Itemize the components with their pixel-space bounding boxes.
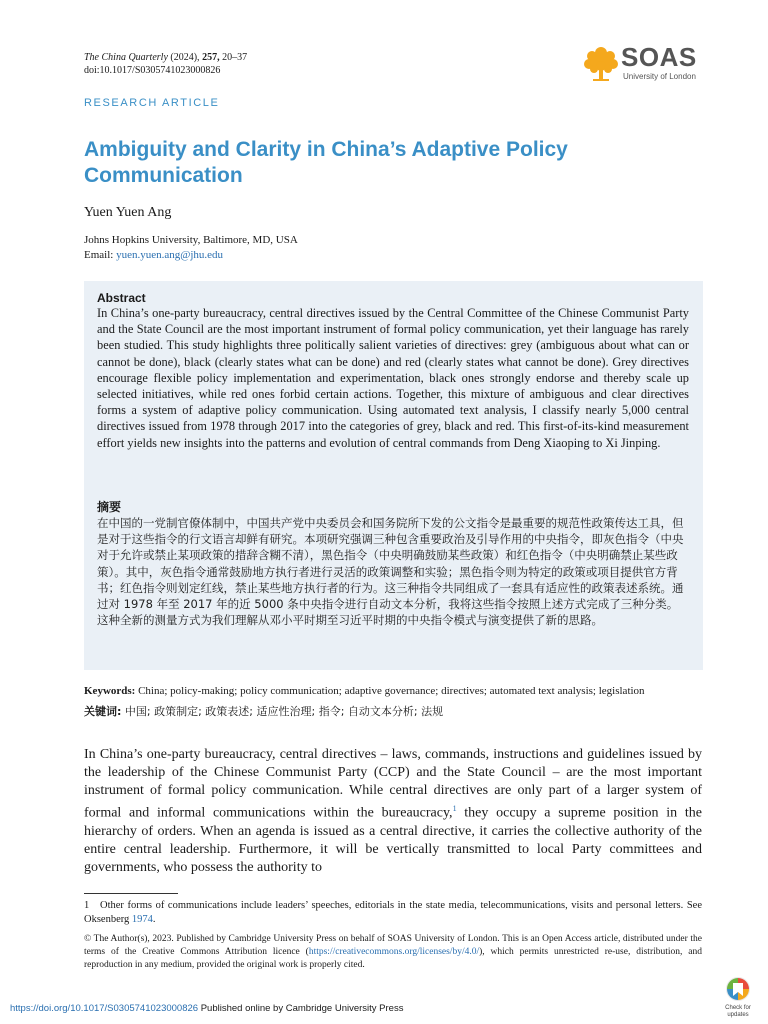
journal-year: (2024), — [170, 52, 200, 63]
email-label: Email: — [84, 249, 114, 261]
abstract-zh-heading: 摘要 — [97, 500, 122, 514]
copyright-rest: ), which permits unrestricted re-use, distribution, and reproduction in any medium, provided the original work is properly cited. — [84, 947, 702, 970]
body-text-2: they occupy a supreme position in the hierarchy of orders. When an agenda is issued as a central directive, it carries the collective authority of the entire central leadership. Furthermore, it will be vertically transmitted to local Party committees and governments, who possess the authority to — [84, 805, 702, 875]
keywords-zh-text: 中国; 政策制定; 政策表述; 适应性治理; 指令; 自动文本分析; 法规 — [124, 705, 444, 718]
keywords — [84, 684, 708, 698]
footnote-divider — [84, 893, 178, 894]
copyright-notice — [84, 933, 702, 972]
logo-wordmark: SOAS — [621, 42, 697, 72]
check-for-updates-label — [718, 1005, 758, 1019]
abstract-heading: Abstract — [97, 291, 146, 305]
article-title: Ambiguity and Clarity in China’s Adaptive Policy Communication — [84, 138, 568, 187]
journal-volume: 257, — [202, 52, 220, 63]
keywords-zh-label: 关键词: — [84, 705, 122, 718]
check-label-line2: updates — [727, 1012, 749, 1018]
journal-doi: doi:10.1017/S0305741023000826 — [84, 65, 221, 76]
affiliation-text: Johns Hopkins University, Baltimore, MD, USA — [84, 234, 298, 246]
keywords-text: China; policy-making; policy communication; adaptive governance; directives; automated text analysis; legislation — [138, 685, 645, 697]
abstract-zh-text: 在中国的一党制官僚体制中，中国共产党中央委员会和国务院所下发的公文指令是最重要的规范性政策传达工具，但是对于这些指令的行文语言却鲜有研究。本项研究强调三种包含重要政治及引导作用的中央指令，即灰色指令（中央对于允许或禁止某项政策的措辞含糊不清），黑色指令（中央明确鼓励某些政策）和红色指令（中央明确禁止某些政策）。其中，灰色指令通常鼓励地方执行者进行灵活的政策调整和实验；黑色指令则为特定的政策或项目提供官方背书；红色指令则划定红线，禁止某些地方执行者的行为。这三种指令共同组成了一套具有适应性的政策表述系统。通过对 1978 年至 2017 年的近 5000 条中央指令进行自动文本分析，我将这些指令按照上述方式完成了三种分类。这种全新的测量方式为我们理解从邓小平时期至习近平时期的中央指令模式与演变提供了新的思路。 — [97, 516, 684, 628]
soas-logo[interactable] — [583, 44, 713, 84]
copyright-text: © The Author(s), 2023. Published by Cambridge University Press on behalf of SOAS University of London. This is an Open Access article, distributed under the terms of the Creative Commons Attribution licence ( — [84, 934, 702, 957]
footnote-text: Other forms of communications include leaders’ speeches, editorials in the state media, telecommunications, visits and personal letters. See Oksenberg — [84, 900, 702, 925]
journal-name: The China Quarterly — [84, 52, 168, 63]
license-link[interactable]: https://creativecommons.org/licenses/by/4.0/ — [308, 947, 480, 957]
footnote-citation-link[interactable]: 1974 — [131, 914, 153, 925]
check-label-line1: Check for — [725, 1005, 751, 1011]
footnote-ref[interactable]: 1 — [452, 804, 457, 813]
journal-citation — [84, 51, 247, 77]
author-name[interactable]: Yuen Yuen Ang — [84, 205, 172, 220]
keywords-zh — [84, 705, 708, 719]
footnote-number: 1 — [84, 900, 90, 911]
tree-icon — [583, 44, 619, 84]
doi-link[interactable]: https://doi.org/10.1017/S0305741023000826 — [10, 1003, 199, 1014]
footnote — [84, 899, 702, 927]
journal-pages: 20–37 — [222, 52, 248, 63]
abstract-box — [84, 281, 703, 670]
body-paragraph — [84, 746, 702, 877]
article-type: RESEARCH ARTICLE — [84, 97, 220, 109]
email-link[interactable]: yuen.yuen.ang@jhu.edu — [116, 249, 224, 261]
logo-subtitle: University of London — [623, 72, 696, 81]
abstract-text: In China’s one-party bureaucracy, central directives issued by the Central Committee of the Chinese Communist Party and the State Council are the most important instrument of formal policy communication, yet their language has rarely been studied. This study highlights three politically salient varieties of directives: grey (ambiguous about what can or cannot be done), black (clearly states what can be done) and red (clearly states what cannot be done). Grey directives encourage flexible policy implementation and experimentation, black ones strongly endorse and thereby scale up selected initiatives, while red ones forbid certain actions. Together, this mixture of ambiguous and clear directives forms a system of adaptive policy communication. Using automated text analysis, I classify nearly 5,000 central directives issued from 1978 through 2017 into the categories of grey, black and red. This first-of-its-kind measurement effort yields new insights into the patterns and evolution of central commands from Deng Xiaoping to Xi Jinping. — [97, 306, 689, 450]
body-text-1: In China’s one-party bureaucracy, central directives – laws, commands, instructions and guidelines issued by the leadership of the Chinese Communist Party (CCP) and the State Council – are the most important instrument of formal policy communication. While central directives are only part of a larger system of formal and informal communications within the bureaucracy, — [84, 747, 702, 821]
doi-footer — [10, 1003, 403, 1014]
published-online-text: Published online by Cambridge University Press — [198, 1003, 404, 1014]
keywords-label: Keywords: — [84, 685, 136, 697]
bookmark-icon — [718, 975, 758, 1005]
footnote-end: . — [152, 914, 156, 925]
check-for-updates-button[interactable] — [718, 975, 758, 1017]
author-affiliation — [84, 233, 298, 263]
